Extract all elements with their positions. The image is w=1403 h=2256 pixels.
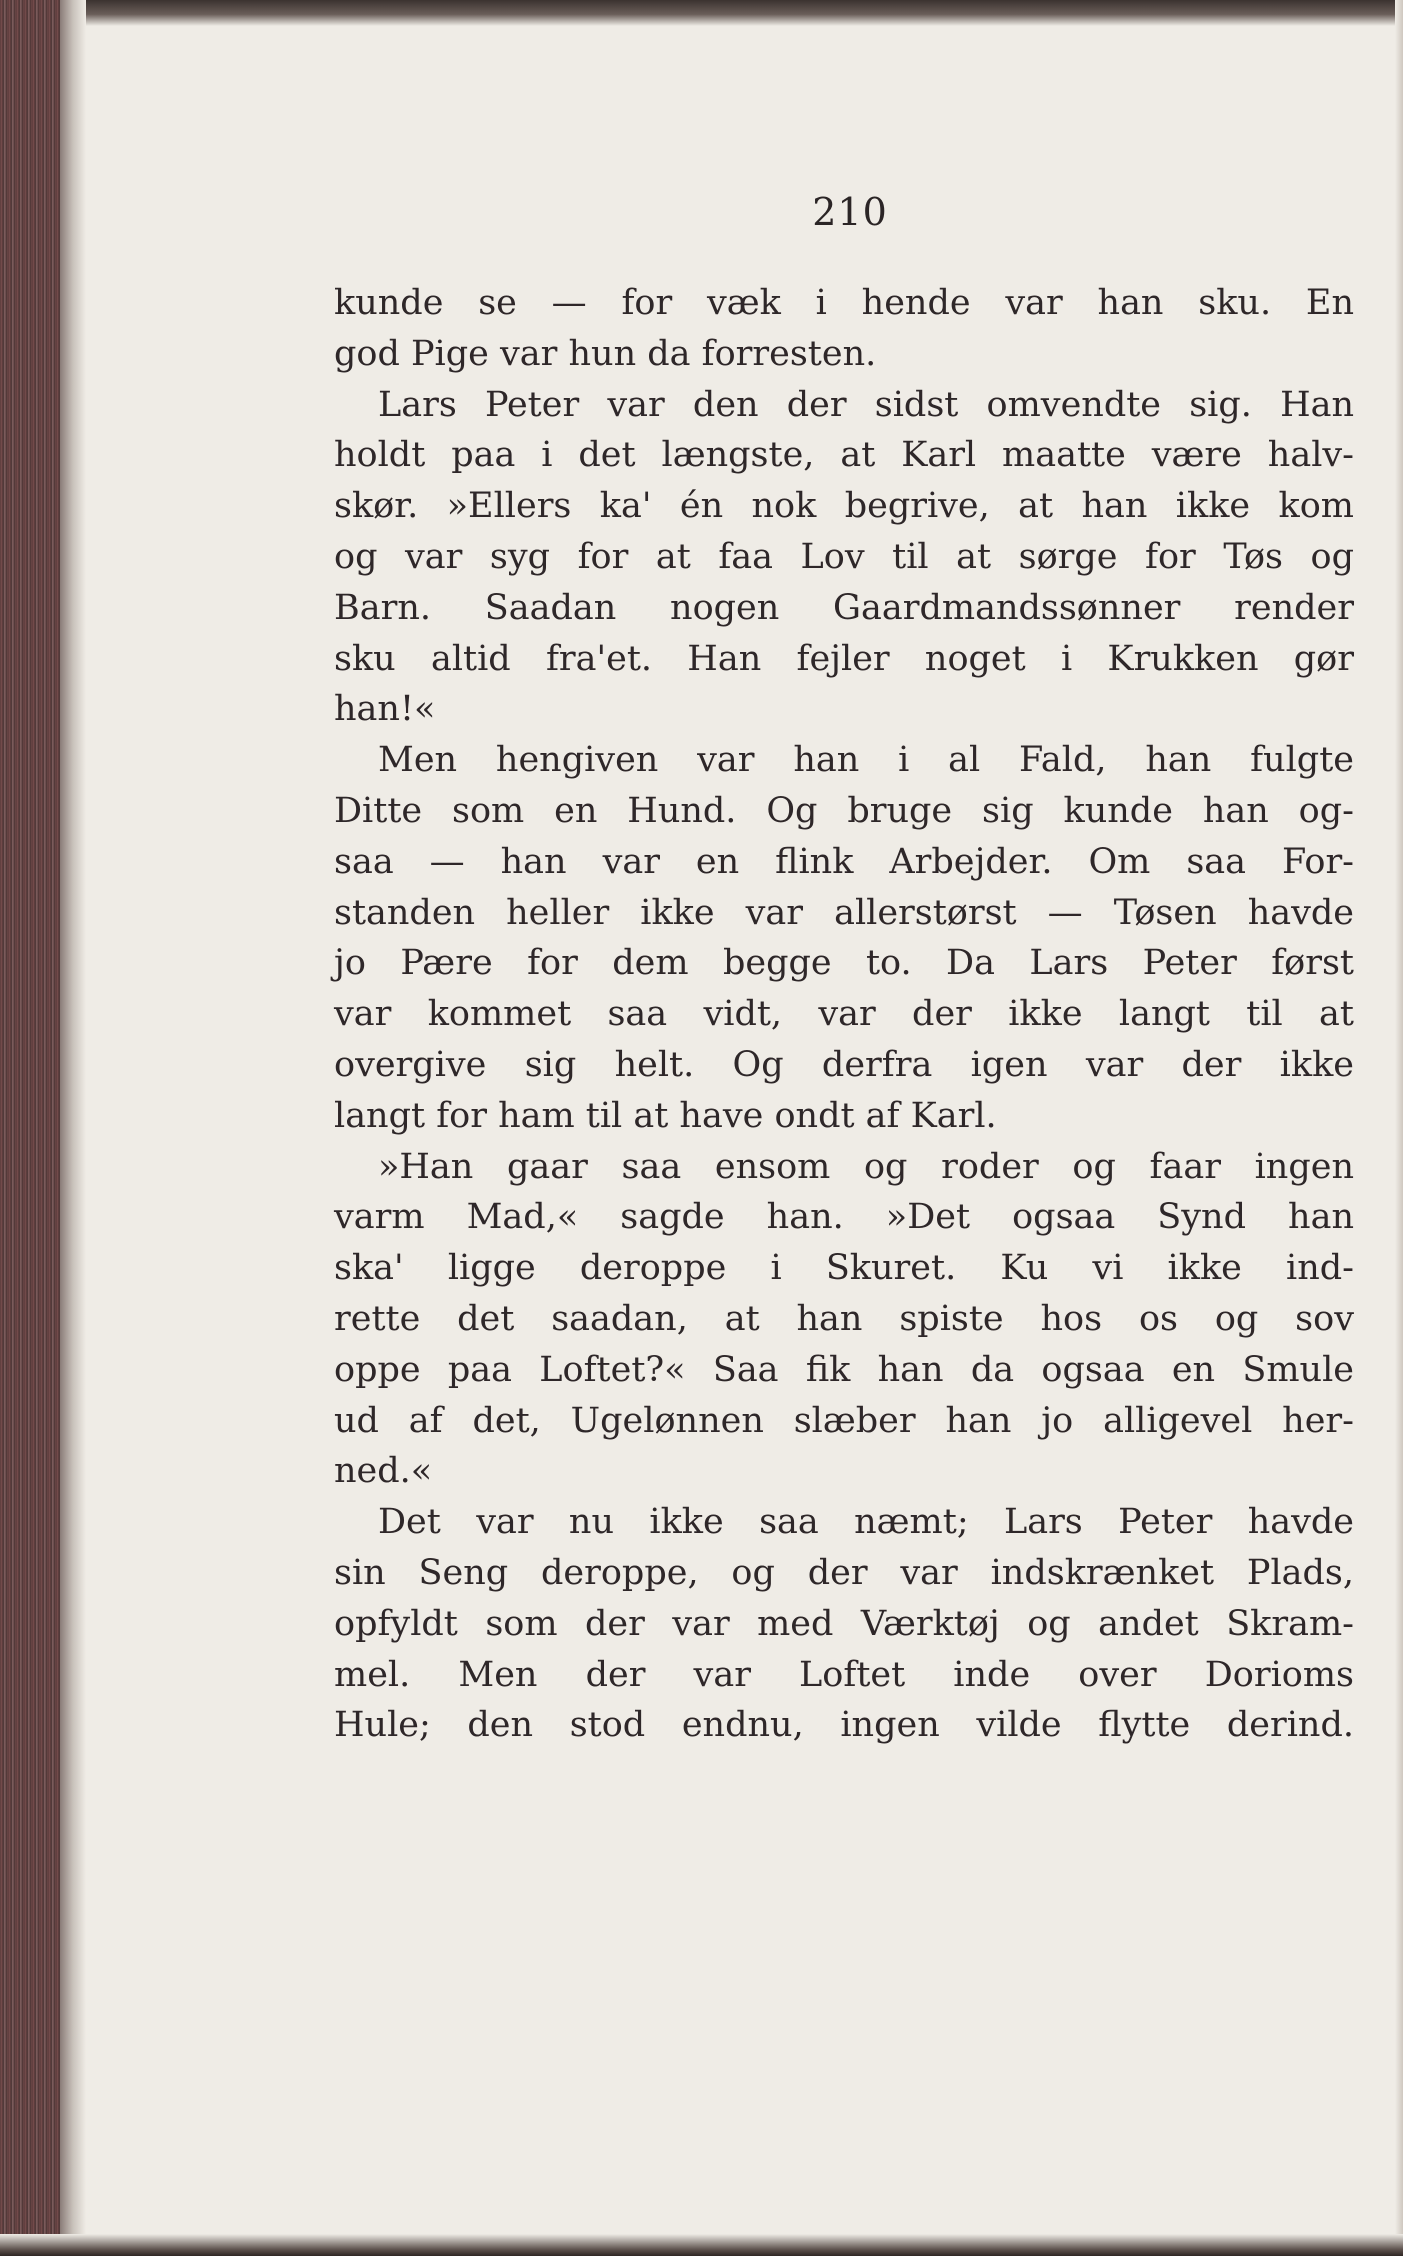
text-line: Det var nu ikke saa næmt; Lars Peter havde — [378, 1502, 1354, 1543]
page-number: 210 — [812, 190, 888, 234]
text-line: Men hengiven var han i al Fald, han fulgte — [378, 740, 1354, 781]
text-line: mel. Men der var Loftet inde over Dorioms — [334, 1654, 1354, 1695]
text-line: varm Mad,« sagde han. »Det ogsaa Synd han — [334, 1197, 1354, 1238]
book-spine-edge — [0, 0, 60, 2256]
text-line: Ditte som en Hund. Og bruge sig kunde han og- — [334, 790, 1354, 831]
text-line: Barn. Saadan nogen Gaardmandssønner render — [334, 587, 1354, 628]
text-line: saa — han var en flink Arbejder. Om saa For- — [334, 841, 1354, 882]
text-line: ska' ligge deroppe i Skuret. Ku vi ikke ind- — [334, 1248, 1354, 1289]
text-line: og var syg for at faa Lov til at sørge for Tøs og — [334, 536, 1354, 577]
text-line: sku altid fra'et. Han fejler noget i Krukken gør — [334, 638, 1354, 679]
text-line: ud af det, Ugelønnen slæber han jo alligevel her- — [334, 1400, 1354, 1441]
text-line: »Han gaar saa ensom og roder og faar ingen — [378, 1146, 1354, 1187]
text-line: standen heller ikke var allerstørst — Tøsen havde — [334, 892, 1354, 933]
body-text — [334, 278, 1354, 1751]
text-line: overgive sig helt. Og derfra igen var der ikke — [334, 1044, 1354, 1085]
text-line: god Pige var hun da forresten. — [334, 333, 877, 374]
text-line: Lars Peter var den der sidst omvendte sig. Han — [378, 384, 1354, 425]
bottom-page-shadow — [0, 2234, 1403, 2256]
text-line: oppe paa Loftet?« Saa fik han da ogsaa en Smule — [334, 1349, 1354, 1390]
text-line: sin Seng deroppe, og der var indskrænket Plads, — [334, 1552, 1354, 1593]
text-line: langt for ham til at have ondt af Karl. — [334, 1095, 997, 1136]
text-line: kunde se — for væk i hende var han sku. En — [334, 283, 1354, 323]
text-line: jo Pære for dem begge to. Da Lars Peter først — [334, 943, 1354, 984]
text-line: opfyldt som der var med Værktøj og andet Skram- — [334, 1603, 1354, 1644]
text-line: ned.« — [334, 1451, 433, 1492]
text-line: skør. »Ellers ka' én nok begrive, at han ikke kom — [334, 486, 1354, 527]
text-line: Hule; den stod endnu, ingen vilde flytte derind. — [334, 1705, 1354, 1746]
gutter-shadow — [60, 0, 86, 2256]
text-line: holdt paa i det længste, at Karl maatte være halv- — [334, 435, 1354, 476]
text-line: han!« — [334, 689, 436, 730]
top-page-shadow — [0, 0, 1403, 26]
text-line: var kommet saa vidt, var der ikke langt til at — [334, 994, 1354, 1035]
text-line: rette det saadan, at han spiste hos os og sov — [334, 1298, 1354, 1339]
right-page-edge — [1395, 0, 1403, 2256]
